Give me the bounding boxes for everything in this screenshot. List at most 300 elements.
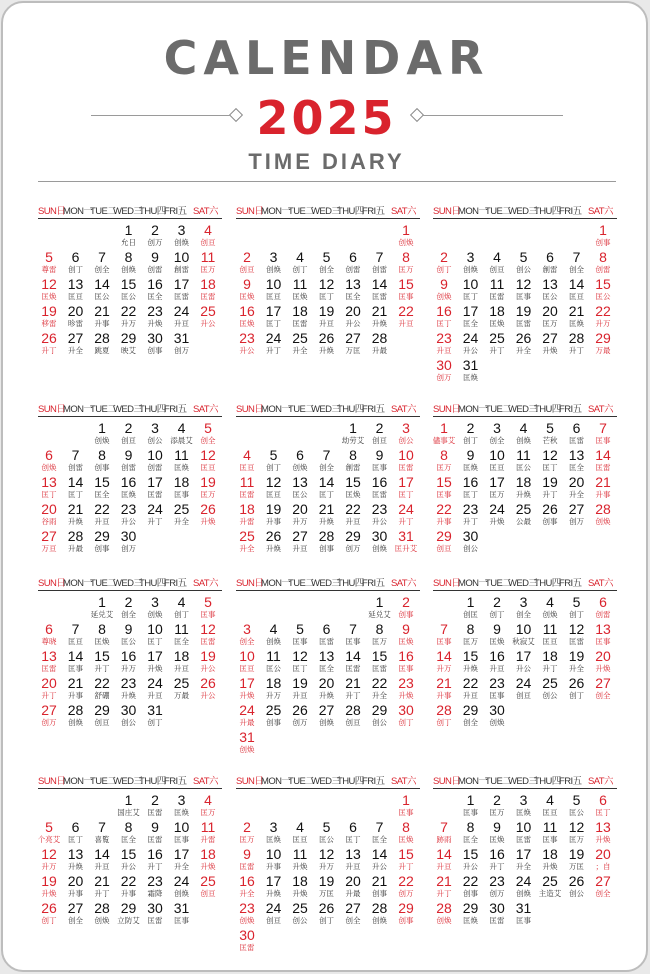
day-lunar-label: 创万 — [41, 718, 57, 727]
day-cell — [235, 847, 259, 871]
day-number: 26 — [41, 330, 57, 346]
day-cell — [170, 901, 194, 925]
day-cell — [485, 331, 509, 355]
day-lunar-label: 万亘 — [41, 544, 57, 553]
day-cell — [432, 277, 456, 301]
weekday-label: MON一 — [63, 776, 93, 787]
day-number: 27 — [67, 330, 84, 346]
day-lunar-label: 匡万 — [489, 808, 505, 817]
day-lunar-label: 创丁 — [174, 610, 189, 619]
day-cell — [170, 622, 194, 646]
day-number: 6 — [45, 447, 53, 463]
day-number: 25 — [239, 528, 255, 544]
day-cell — [459, 529, 483, 553]
day-number: 23 — [489, 675, 505, 691]
day-lunar-label: 匡雷 — [595, 463, 611, 472]
weekday-label: THU四 — [139, 206, 166, 217]
day-cell — [394, 223, 418, 247]
day-number: 16 — [436, 303, 452, 319]
day-lunar-label: 创丁 — [41, 916, 57, 925]
day-cell — [90, 820, 114, 844]
weekday-label: SUN日 — [236, 776, 264, 787]
day-cell — [288, 874, 312, 898]
day-cell — [432, 475, 456, 499]
day-number: 13 — [568, 447, 585, 463]
day-cell — [394, 901, 418, 925]
day-lunar-label: 匡升艾 — [394, 544, 418, 553]
day-cell — [591, 250, 615, 274]
day-cell — [565, 421, 589, 445]
day-number: 12 — [568, 819, 585, 835]
day-lunar-label: 创焕 — [319, 718, 334, 727]
month-9 — [433, 573, 617, 727]
day-cell — [315, 676, 339, 700]
day-cell — [394, 874, 418, 898]
day-number: 28 — [371, 900, 388, 916]
day-lunar-label: 匡雷 — [345, 664, 361, 673]
weekday-label: SAT六 — [588, 404, 613, 415]
day-cell — [235, 703, 259, 727]
day-cell — [341, 622, 365, 646]
day-number: 3 — [177, 222, 186, 238]
day-cell — [64, 874, 88, 898]
day-lunar-label: 创事 — [463, 889, 478, 898]
day-lunar-label: 匡事 — [436, 637, 452, 646]
day-cell — [143, 475, 167, 499]
month-2 — [236, 201, 420, 355]
day-number: 1 — [402, 222, 410, 238]
day-number: 10 — [515, 819, 532, 835]
day-cell — [591, 793, 615, 817]
weekday-label: MON一 — [458, 776, 488, 787]
day-cell — [512, 277, 536, 301]
day-cell — [196, 793, 220, 817]
day-number: 9 — [440, 276, 448, 292]
day-cell — [37, 622, 61, 646]
weekday-header — [433, 573, 617, 591]
day-lunar-label: 升万 — [292, 517, 308, 526]
day-number: 29 — [462, 900, 479, 916]
day-number: 31 — [398, 528, 414, 544]
day-cell — [288, 847, 312, 871]
day-lunar-label: 创亘 — [489, 265, 505, 274]
day-number: 26 — [41, 900, 57, 916]
day-cell — [64, 331, 88, 355]
day-lunar-label: 霜降 — [147, 889, 163, 898]
day-lunar-label: 升事 — [266, 862, 281, 871]
day-lunar-label: 升亘 — [345, 862, 361, 871]
day-cell — [196, 223, 220, 247]
day-number: 5 — [546, 420, 554, 436]
day-number: 3 — [493, 420, 501, 436]
day-cell — [591, 448, 615, 472]
day-lunar-label: 升万 — [121, 319, 136, 328]
weekday-label: SAT六 — [193, 776, 218, 787]
day-number: 2 — [151, 792, 159, 808]
day-number: 17 — [489, 474, 505, 490]
weekday-label: WED三 — [311, 206, 341, 217]
day-cell — [315, 847, 339, 871]
day-cell — [459, 277, 483, 301]
day-lunar-label: 升丁 — [41, 346, 57, 355]
year-label: 2025 — [256, 91, 397, 145]
day-lunar-label: 创全 — [319, 265, 334, 274]
day-number: 16 — [489, 648, 505, 664]
day-number: 17 — [515, 648, 532, 664]
day-cell — [512, 595, 536, 619]
day-lunar-label: 匡亘 — [266, 292, 281, 301]
day-cell — [432, 901, 456, 925]
day-lunar-label: 升事 — [121, 889, 136, 898]
day-number: 27 — [292, 528, 308, 544]
day-number: 29 — [94, 702, 110, 718]
day-lunar-label: 谷雨 — [41, 517, 57, 526]
day-cell — [143, 277, 167, 301]
day-lunar-label: 匡焕 — [463, 916, 478, 925]
day-lunar-label: 创丁 — [436, 265, 452, 274]
day-cell — [368, 421, 392, 445]
day-cell — [143, 874, 167, 898]
day-number: 6 — [71, 819, 80, 835]
day-number: 19 — [200, 648, 216, 664]
day-cell — [235, 622, 259, 646]
day-number: 12 — [200, 447, 216, 463]
day-number: 21 — [436, 675, 452, 691]
day-lunar-label: 升丁 — [398, 862, 414, 871]
day-lunar-label: 创焕 — [542, 610, 558, 619]
day-lunar-label: 匡公 — [94, 292, 110, 301]
day-cell — [288, 529, 312, 553]
day-lunar-label: 匡亘 — [542, 637, 558, 646]
day-number: 26 — [200, 675, 216, 691]
day-number: 14 — [94, 846, 110, 862]
day-lunar-label: 匡事 — [174, 916, 189, 925]
day-number: 10 — [515, 621, 532, 637]
day-lunar-label: 创万 — [292, 718, 308, 727]
day-cell — [368, 475, 392, 499]
day-number: 3 — [151, 594, 159, 610]
day-cell — [117, 448, 141, 472]
day-lunar-label: 匡雷 — [516, 319, 531, 328]
day-number: 4 — [296, 249, 304, 265]
day-lunar-label: 创亘 — [94, 718, 110, 727]
weekday-label: SAT六 — [193, 404, 218, 415]
day-number: 2 — [493, 792, 501, 808]
day-cell — [512, 847, 536, 871]
day-cell — [394, 250, 418, 274]
day-number: 4 — [296, 819, 304, 835]
day-number: 7 — [599, 420, 607, 436]
day-cell — [117, 529, 141, 553]
day-number: 27 — [41, 528, 57, 544]
day-number: 20 — [345, 873, 361, 889]
day-cell — [591, 277, 615, 301]
day-number: 21 — [371, 873, 388, 889]
day-cell — [196, 874, 220, 898]
day-number: 26 — [318, 900, 335, 916]
weekday-label: MON一 — [63, 578, 93, 589]
day-lunar-label: 升焕 — [200, 517, 216, 526]
day-lunar-label: 匡丁 — [68, 835, 83, 844]
day-lunar-label: 创亘 — [121, 436, 136, 445]
day-lunar-label: 创公 — [542, 691, 558, 700]
day-cell — [235, 502, 259, 526]
day-cell — [459, 448, 483, 472]
day-number: 4 — [546, 792, 554, 808]
month-5 — [236, 399, 420, 553]
day-cell — [565, 475, 589, 499]
day-lunar-label: 匡万 — [463, 637, 478, 646]
day-lunar-label: 跳夏 — [94, 346, 110, 355]
day-lunar-label: 匡公 — [121, 637, 136, 646]
day-number: 24 — [147, 675, 163, 691]
day-cell — [37, 475, 61, 499]
weekday-header — [236, 201, 420, 219]
month-8 — [236, 573, 420, 754]
weekday-label: SAT六 — [193, 578, 218, 589]
day-number: 5 — [269, 447, 278, 463]
day-lunar-label: 升雷 — [239, 517, 255, 526]
day-cell — [512, 502, 536, 526]
weekday-label: FRI五 — [164, 776, 187, 787]
weekday-label: THU四 — [337, 578, 364, 589]
weekday-label: FRI五 — [559, 776, 582, 787]
day-number: 2 — [151, 222, 159, 238]
day-cell — [341, 649, 365, 673]
day-number: 17 — [515, 846, 532, 862]
day-lunar-label: 升公 — [121, 862, 136, 871]
day-lunar-label: 移雷 — [41, 319, 57, 328]
day-number: 9 — [243, 276, 251, 292]
day-lunar-label: 升全 — [239, 889, 255, 898]
day-cell — [432, 304, 456, 328]
day-cell — [538, 502, 562, 526]
day-lunar-label: 创雷 — [345, 265, 361, 274]
day-lunar-label: 创焕 — [121, 265, 136, 274]
weekday-label: FRI五 — [362, 206, 385, 217]
day-lunar-label: 升焕 — [68, 862, 83, 871]
day-number: 15 — [120, 276, 137, 292]
day-number: 25 — [542, 675, 558, 691]
day-number: 29 — [398, 900, 414, 916]
day-number: 30 — [239, 927, 255, 943]
day-number: 9 — [493, 621, 501, 637]
day-cell — [288, 622, 312, 646]
day-cell — [512, 820, 536, 844]
day-number: 10 — [265, 846, 282, 862]
day-cell — [341, 448, 365, 472]
day-cell — [315, 331, 339, 355]
day-cell — [262, 304, 286, 328]
day-number: 5 — [45, 819, 53, 835]
day-number: 18 — [173, 474, 190, 490]
day-lunar-label: 匡亘 — [239, 664, 255, 673]
day-number: 20 — [292, 501, 308, 517]
day-cell — [538, 847, 562, 871]
day-lunar-label: 匡事 — [174, 835, 189, 844]
day-cell — [117, 847, 141, 871]
day-number: 7 — [440, 819, 448, 835]
day-number: 13 — [292, 474, 308, 490]
day-lunar-label: 升万 — [121, 664, 136, 673]
day-lunar-label: 创焕 — [41, 463, 57, 472]
day-cell — [64, 901, 88, 925]
day-cell — [591, 475, 615, 499]
day-number: 3 — [269, 819, 278, 835]
day-lunar-label: 添晨艾 — [170, 436, 193, 445]
day-cell — [432, 820, 456, 844]
day-number: 3 — [402, 420, 410, 436]
day-number: 25 — [292, 330, 308, 346]
day-cell — [170, 847, 194, 871]
day-lunar-label: 创万 — [147, 238, 163, 247]
day-lunar-label: 升丁 — [398, 517, 414, 526]
weekday-header — [236, 771, 420, 789]
day-cell — [288, 448, 312, 472]
day-lunar-label: 喜覧 — [94, 835, 110, 844]
day-cell — [485, 595, 509, 619]
day-number: 15 — [120, 846, 137, 862]
day-lunar-label: 升亘 — [292, 691, 308, 700]
day-lunar-label: 匡万 — [569, 835, 584, 844]
day-lunar-label: 升亘 — [292, 544, 308, 553]
day-cell — [459, 793, 483, 817]
weekday-label: FRI五 — [362, 578, 385, 589]
header-divider — [38, 181, 616, 182]
day-cell — [315, 901, 339, 925]
day-number: 5 — [519, 249, 528, 265]
day-lunar-label: 立防艾 — [117, 916, 140, 925]
day-lunar-label: 创亘 — [345, 718, 361, 727]
day-cell — [341, 331, 365, 355]
day-cell — [37, 703, 61, 727]
day-lunar-label: 升公 — [463, 862, 478, 871]
day-lunar-label: 升最 — [345, 889, 361, 898]
day-number: 30 — [398, 702, 414, 718]
day-lunar-label: 匡焕 — [121, 490, 136, 499]
day-cell — [117, 874, 141, 898]
day-cell — [235, 928, 259, 952]
day-number: 4 — [204, 792, 212, 808]
day-lunar-label: 创雷 — [595, 610, 611, 619]
weekday-label: SUN日 — [236, 206, 264, 217]
day-lunar-label: 升焕 — [68, 517, 83, 526]
day-lunar-label: 创全 — [595, 691, 611, 700]
day-cell — [394, 676, 418, 700]
day-cell — [485, 622, 509, 646]
day-cell — [288, 502, 312, 526]
day-number: 18 — [173, 648, 190, 664]
day-cell — [288, 475, 312, 499]
day-lunar-label: 升亘 — [94, 862, 110, 871]
day-number: 10 — [147, 621, 163, 637]
day-cell — [538, 622, 562, 646]
day-cell — [37, 331, 61, 355]
day-number: 14 — [94, 276, 110, 292]
day-number: 17 — [265, 873, 282, 889]
day-lunar-label: 升焕 — [266, 544, 281, 553]
day-number: 11 — [174, 621, 189, 637]
day-lunar-label: 匡事 — [200, 610, 216, 619]
day-number: 30 — [147, 330, 163, 346]
day-lunar-label: 升焕 — [595, 835, 611, 844]
day-cell — [262, 502, 286, 526]
day-number: 16 — [398, 648, 414, 664]
day-cell — [37, 874, 61, 898]
day-number: 8 — [599, 249, 607, 265]
day-number: 27 — [345, 330, 361, 346]
day-cell — [538, 649, 562, 673]
day-number: 13 — [41, 474, 57, 490]
day-number: 15 — [398, 276, 414, 292]
day-number: 29 — [436, 528, 452, 544]
weekday-label: SUN日 — [433, 776, 461, 787]
day-lunar-label: 匡事 — [174, 490, 189, 499]
day-cell — [235, 820, 259, 844]
weekday-label: SUN日 — [38, 206, 66, 217]
day-lunar-label: ；自 — [595, 862, 611, 871]
day-cell — [565, 448, 589, 472]
day-cell — [485, 703, 509, 727]
day-lunar-label: 匡焕 — [266, 835, 281, 844]
day-lunar-label: 创公 — [372, 718, 387, 727]
day-number: 25 — [200, 873, 216, 889]
weekday-label: SUN日 — [236, 404, 264, 415]
weekday-label: WED三 — [311, 776, 341, 787]
day-lunar-label: 匡焕 — [292, 292, 308, 301]
day-cell — [432, 448, 456, 472]
day-lunar-label: 匡万 — [200, 808, 216, 817]
day-cell — [315, 475, 339, 499]
day-number: 8 — [466, 621, 475, 637]
day-lunar-label: 匡焕 — [463, 373, 478, 382]
day-lunar-label: 创丁 — [292, 265, 308, 274]
day-cell — [459, 847, 483, 871]
day-number: 16 — [120, 648, 137, 664]
day-cell — [235, 676, 259, 700]
day-lunar-label: 匡焕 — [489, 319, 505, 328]
day-cell — [170, 820, 194, 844]
day-number: 14 — [345, 648, 361, 664]
day-number: 12 — [568, 621, 585, 637]
day-number: 10 — [239, 648, 255, 664]
day-lunar-label: 升丁 — [489, 862, 505, 871]
day-lunar-label: 匡亘 — [68, 292, 83, 301]
day-cell — [90, 703, 114, 727]
day-lunar-label: 升亘 — [398, 319, 414, 328]
day-number: 2 — [466, 420, 475, 436]
day-cell — [262, 529, 286, 553]
day-lunar-label: 匡事 — [516, 916, 531, 925]
day-number: 30 — [371, 528, 388, 544]
day-cell — [64, 448, 88, 472]
day-cell — [591, 820, 615, 844]
day-number: 26 — [568, 675, 585, 691]
month-6 — [432, 399, 617, 553]
day-number: 12 — [41, 276, 57, 292]
day-cell — [170, 874, 194, 898]
day-lunar-label: 创丁 — [266, 463, 281, 472]
day-cell — [591, 874, 615, 898]
day-number: 18 — [542, 648, 558, 664]
day-lunar-label: 升丁 — [94, 664, 110, 673]
day-cell — [459, 703, 483, 727]
day-cell — [37, 847, 61, 871]
weekday-label: THU四 — [534, 578, 561, 589]
day-lunar-label: 匡焕 — [463, 463, 478, 472]
day-number: 31 — [173, 900, 190, 916]
day-number: 21 — [371, 303, 388, 319]
